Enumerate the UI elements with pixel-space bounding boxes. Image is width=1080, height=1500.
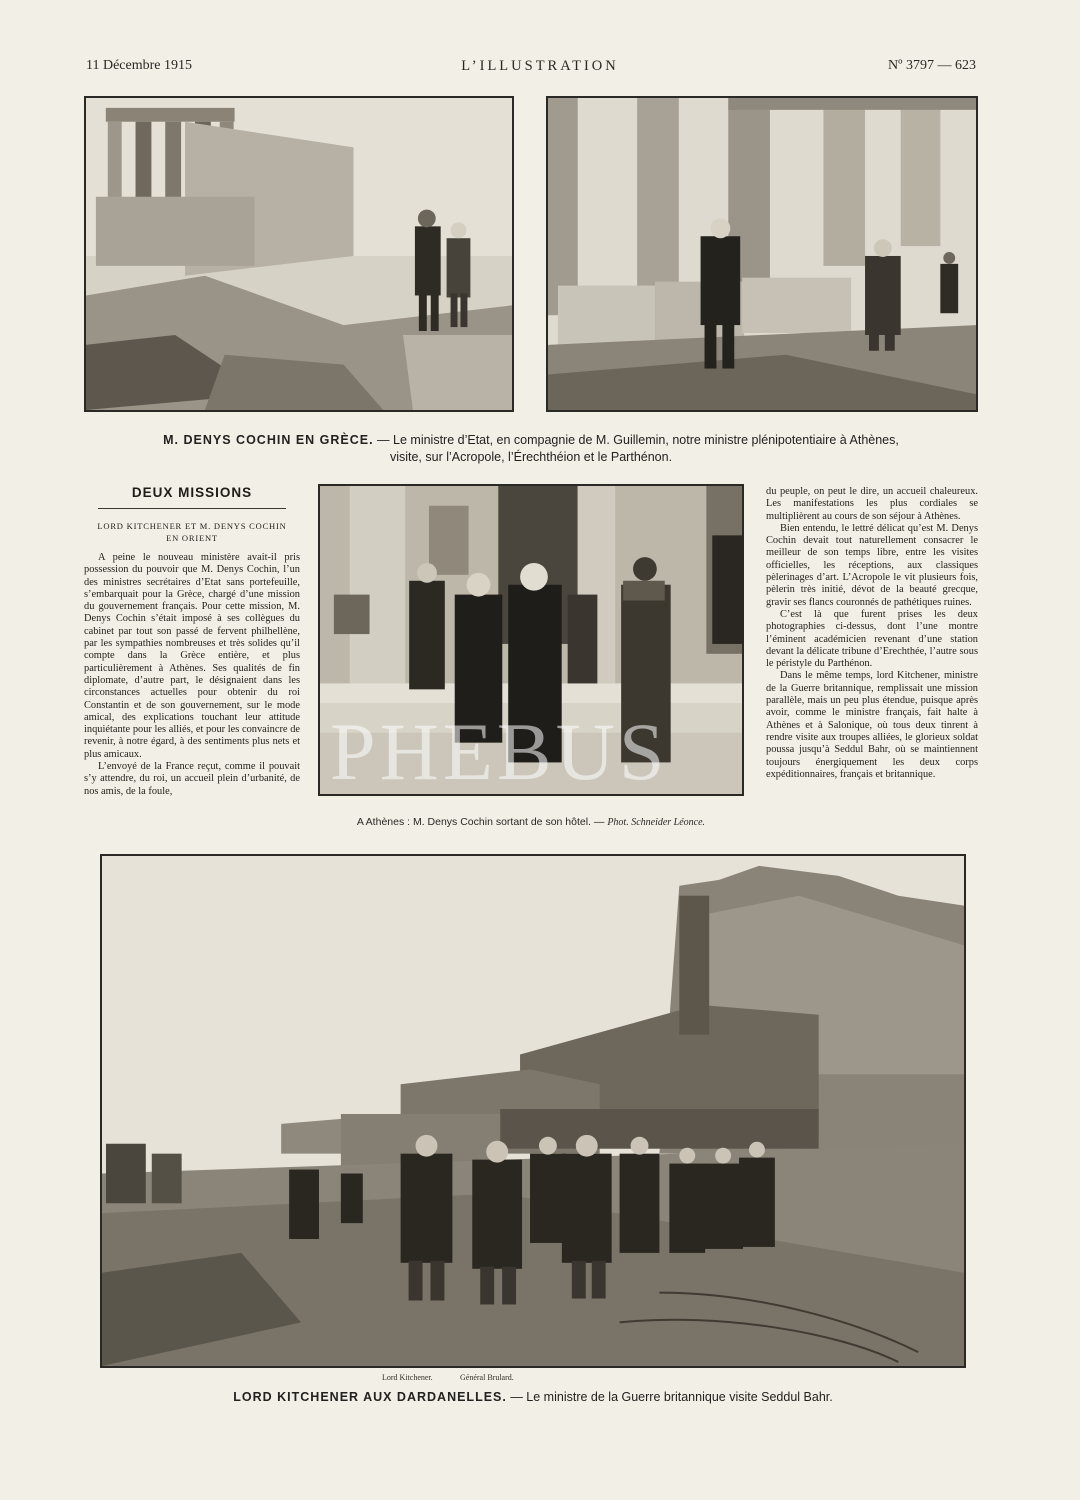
middle-caption-text: A Athènes : M. Denys Cochin sortant de son hôtel. — [356, 816, 608, 828]
article-paragraph: C’est là que furent prises les deux photographies ci-dessus, dont l’une montre l’éminent académicien revenant d’une station devant la délicate tribune d’Erechthée, l’autre sous le péristyle du Parthénon. [766, 608, 978, 670]
article-column-right [766, 486, 978, 781]
top-caption-lead: M. DENYS COCHIN EN GRÈCE. [163, 433, 374, 447]
top-photos-caption [84, 432, 978, 466]
issue-date: 11 Décembre 1915 [86, 58, 192, 73]
photo-parthenon [546, 96, 978, 412]
article-subhead-line2: EN ORIENT [166, 533, 218, 543]
photo-seddul-bahr [100, 854, 966, 1368]
article-paragraph: L’envoyé de la France reçut, comme il pouvait s’y attendre, du roi, un accueil plein d’urbanité, de nos amis, de la foule, [84, 761, 300, 797]
article-title: DEUX MISSIONS [131, 485, 253, 500]
bottom-caption-text: — Le ministre de la Guerre britannique visite Seddul Bahr. [506, 1390, 833, 1404]
magazine-title: L’ILLUSTRATION [461, 58, 619, 74]
article-paragraph: du peuple, on peut le dire, un accueil chaleureux. Les manifestations les plus cordiales se multiplièrent au cours de son séjour à Athènes. [766, 486, 978, 522]
label-lord-kitchener: Lord Kitchener. [382, 1373, 433, 1382]
title-rule [98, 508, 286, 509]
photo-athens-hotel [318, 484, 744, 796]
top-caption-text: — Le ministre d’Etat, en compagnie de M. Guillemin, notre ministre plénipotentiaire à Athènes, [373, 433, 899, 447]
watermark-text: PHEBUS [330, 706, 669, 797]
bottom-caption-lead: LORD KITCHENER AUX DARDANELLES. [233, 1390, 507, 1404]
photo-erechtheion [84, 96, 514, 412]
article-paragraph: Dans le même temps, lord Kitchener, ministre de la Guerre britannique, remplissait une mission parallèle, mais un peu plus étendue, puisque après avoir, comme le ministre français, fait halte à Athènes et à Salonique, où tous deux tinrent à rendre visite aux troupes alliées, le glorieux soldat poussa jusqu’à Seddul Bahr, où se maintiennent toujours énergiquement les deux corps expéditionnaires, français et britannique. [766, 670, 978, 780]
issue-page-number: Nº 3797 — 623 [888, 58, 976, 73]
article-subhead-line1: LORD KITCHENER ET M. DENYS COCHIN [97, 521, 287, 531]
bottom-photo-caption [100, 1389, 966, 1406]
middle-photo-caption [318, 816, 744, 828]
top-caption-text-line2: visite, sur l’Acropole, l’Érechthéion et le Parthénon. [389, 450, 673, 464]
article-column-left [84, 552, 300, 798]
article-paragraph: A peine le nouveau ministère avait-il pris possession du pouvoir que M. Denys Cochin, l’un des ministres secrétaires d’Etat sans portefeuille, s’embarquait pour la Grèce, chargé d’une mission du gouvernement français. Pour cette mission, M. Denys Cochin s’était imposé à ses collègues du cabinet par tout son passé de fervent philhellène, par les sympathies nombreuses et très solides qu’il compte dans la Grèce entière, et plus particulièrement à Athènes. Ses qualités de fin diplomate, d’autre part, le désignaient dans les circonstances actuelles pour obtenir du roi Constantin et de son gouvernement, sur le mode amical, des explications touchant leur attitude inquiétante pour les alliés, et pour les convaincre de revenir, à notre égard, à des sentiments plus nets et plus amicaux. [84, 552, 300, 760]
label-general-brulard: Général Brulard. [460, 1373, 514, 1382]
photo-credit: Phot. Schneider Léonce. [607, 817, 706, 828]
article-paragraph: Bien entendu, le lettré délicat qu’est M. Denys Cochin devait tout naturellement consacrer le meilleur de son temps libre, entre les visites officielles, les réceptions, aux classiques pèlerinages d’art. L’Acropole le vit plusieurs fois, pèlerin très initié, dévot de la beauté grecque, gravir ses flancs couronnés de pathétiques ruines. [766, 522, 978, 608]
article-subhead [84, 520, 300, 544]
